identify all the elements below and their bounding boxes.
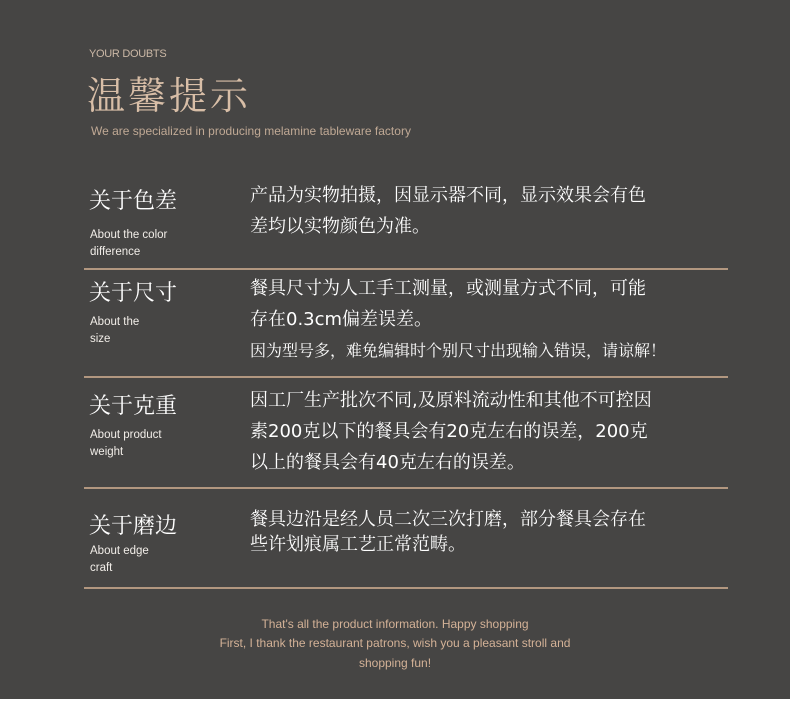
section-edge-craft [84, 489, 728, 587]
section-heading: 关于尺寸 [89, 281, 178, 306]
footer-line: That's all the product information. Happy shopping [261, 617, 529, 631]
section-size [84, 270, 728, 376]
section-heading-en: About product weight [90, 429, 162, 458]
section-body-line: 因为型号多，难免编辑时个别尺寸出现输入错误，请谅解！ [250, 341, 667, 360]
footer-line: First, I thank the restaurant patrons, wish you a pleasant stroll and [219, 636, 571, 650]
section-heading-en: About the size [90, 316, 140, 345]
section-divider [84, 587, 728, 589]
section-heading-en: About the color difference [90, 229, 168, 258]
page-title: 温馨提示 [87, 74, 252, 118]
section-body-line: 差均以实物颜色为准。 [250, 216, 430, 237]
section-body-line: 素200克以下的餐具会有20克左右的误差，200克 [250, 421, 648, 442]
eyebrow-text: YOUR DOUBTS [89, 48, 167, 60]
section-body-line: 以上的餐具会有40克左右的误差。 [250, 452, 525, 473]
section-heading: 关于克重 [89, 394, 178, 419]
section-body-line: 餐具尺寸为人工手工测量，或测量方式不同，可能 [250, 278, 646, 299]
section-heading: 关于磨边 [89, 514, 178, 539]
section-body-line: 因工厂生产批次不同,及原料流动性和其他不可控因 [250, 390, 652, 411]
section-body-line: 存在0.3cm偏差误差。 [250, 309, 433, 330]
section-body-line: 餐具边沿是经人员二次三次打磨，部分餐具会存在 [250, 509, 646, 530]
section-body-line: 些许划痕属工艺正常范畴。 [250, 534, 466, 555]
section-heading-en: About edge craft [90, 545, 149, 574]
section-body-line: 产品为实物拍摄，因显示器不同，显示效果会有色 [250, 185, 646, 206]
page-subtitle: We are specialized in producing melamine tableware factory [91, 124, 411, 138]
section-color-difference [84, 180, 728, 268]
section-weight [84, 378, 728, 487]
footer-line: shopping fun! [358, 656, 432, 670]
section-heading: 关于色差 [89, 189, 178, 214]
